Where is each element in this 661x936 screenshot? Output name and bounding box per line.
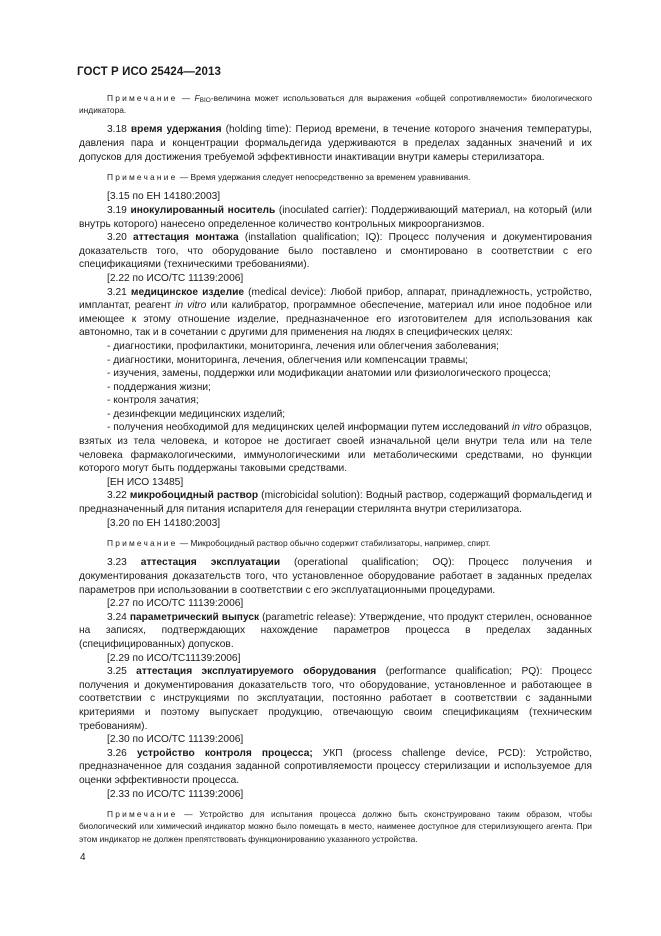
note-label: Примечание xyxy=(107,538,178,549)
definition-3-24: 3.24 параметрический выпуск (parametric release): Утверждение, что продукт стерилен, основанное на записях, подтверждающих нахождение параметров процесса в пределах заданных (специфицированных) допусков. xyxy=(79,611,592,650)
term-installation-qualification: аттестация монтажа xyxy=(133,232,239,244)
reference-2-22: [2.22 по ИСО/ТС 11139:2006] xyxy=(107,272,244,284)
reference-13485: [ЕН ИСО 13485] xyxy=(107,476,184,488)
note-fbio: Примечание — $F_{BIO}$-величина может использоваться для выражения «общей сопротивляемости» биологического индикатора. xyxy=(79,93,593,116)
reference-3-20: [3.20 по ЕН 14180:2003] xyxy=(107,517,221,529)
page-number: 4 xyxy=(80,852,86,863)
term-parametric-release: параметрический выпуск xyxy=(129,611,260,623)
list-item: - диагностики, мониторинга, лечения, облегчения или компенсации травмы; xyxy=(107,354,469,366)
definition-3-18: 3.18 время удержания (holding time): Период времени, в течение которого значения температуры, давления пара и концентрации формальдегида удерживаются в пределах заданных значений и их допусков для достижения требуемой эффективности инактивации внутри камеры стерилизатора. xyxy=(79,124,592,163)
reference-2-29: [2.29 по ИСО/ТС11139:2006] xyxy=(107,652,241,664)
note-microbicidal: Примечание — Микробоцидный раствор обычно содержит стабилизаторы, например, спирт. xyxy=(107,538,491,549)
reference-2-27: [2.27 по ИСО/ТС 11139:2006] xyxy=(107,598,244,610)
reference-3-15: [3.15 по ЕН 14180:2003] xyxy=(107,191,221,203)
list-item: - диагностики, профилактики, мониторинга, лечения или облегчения заболевания; xyxy=(107,340,499,352)
note-holding-time: Примечание — Время удержания следует непосредственно за временем уравнивания. xyxy=(107,172,471,183)
definition-3-22: 3.22 микробоцидный раствор (microbicidal solution): Водный раствор, содержащий формальдегид и предназначенный для питания испарителя для генерации стерилянта внутри стерилизатора. xyxy=(79,490,592,516)
term-operational-qualification: аттестация эксплуатации xyxy=(140,557,281,569)
term-process-challenge-device: устройство контроля процесса; xyxy=(136,747,313,759)
list-item: - контроля зачатия; xyxy=(107,395,199,407)
document-body xyxy=(79,92,592,845)
note-label: Примечание xyxy=(107,809,178,820)
list-item: - поддержания жизни; xyxy=(107,381,211,393)
list-item: - изучения, замены, поддержки или модификации анатомии или физиологического процесса; xyxy=(107,368,551,380)
document-header: ГОСТ Р ИСО 25424—2013 xyxy=(77,66,222,78)
list-item: - дезинфекции медицинских изделий; xyxy=(107,408,286,420)
definition-3-21: 3.21 медицинское изделие (medical device): Любой прибор, аппарат, принадлежность, устройство, имплантат, реагент in vitro или калибратор, программное обеспечение, материал или иное подобное или имеющее к этому отношение изделие, предназначенное его изготовителем для использования как автономно, так и в сочетании с другими для применения на людях в специфических целях: xyxy=(79,286,592,339)
definition-3-19: 3.19 инокулированный носитель (inoculated carrier): Поддерживающий материал, на который (или внутрь которого) нанесено определенное количество контрольных микроорганизмов. xyxy=(79,204,592,230)
definition-3-20: 3.20 аттестация монтажа (installation qualification; IQ): Процесс получения и документирования доказательств того, что оборудование было поставлено и смонтировано в соответствии с его спецификациями (техническими требованиями). xyxy=(79,232,592,271)
term-microbicidal-solution: микробоцидный раствор xyxy=(129,490,259,502)
definition-3-25: 3.25 аттестация эксплуатируемого оборудования (performance qualification; PQ): Процесс получения и документирования доказательств того, что оборудование, установленное и работающее в соответствии с инструкциями по эксплуатации, постоянно работает в соответствии с заданными критериями и поэтому выпускает продукцию, отвечающую своим спецификациям (техническим требованиям). xyxy=(79,666,592,732)
definition-3-23: 3.23 аттестация эксплуатации (operational qualification; OQ): Процесс получения и документирования доказательств того, что установленное оборудование работает в заданных пределах параметров при использовании в соответствии с его эксплуатационными процедурами. xyxy=(79,557,592,596)
reference-2-30: [2.30 по ИСО/ТС 11139:2006] xyxy=(107,734,244,746)
note-label: Примечание xyxy=(107,172,178,183)
term-performance-qualification: аттестация эксплуатируемого оборудования xyxy=(136,666,377,678)
list-item-last: - получения необходимой для медицинских целей информации путем исследований in vitro образцов, взятых из тела человека, и которое не достигает своей изначальной цели внутри тела или на теле человека фармакологическими, иммунологическими или метаболическими средствами, но функции которого могут быть поддержаны таковыми средствами. xyxy=(79,422,592,475)
note-pcd: Примечание — Устройство для испытания процесса должно быть сконструировано таким образом, чтобы биологический или химический индикатор можно было помещать в место, наименее доступное для стерилизующего агента. При этом индикатор не должен препятствовать функционированию указанного устройства. xyxy=(79,809,593,844)
term-inoculated-carrier: инокулированный носитель xyxy=(130,204,276,216)
term-holding-time: время удержания xyxy=(130,124,222,136)
reference-2-33: [2.33 по ИСО/ТС 11139:2006] xyxy=(107,788,244,800)
note-label: Примечание xyxy=(107,93,178,103)
definition-3-26: 3.26 устройство контроля процесса; УКП (process challenge device, PCD): Устройство, предназначенное для создания заданной сопротивляемости процессу стерилизации и используемое для оценки эффективности процесса. xyxy=(79,747,592,786)
term-medical-device: медицинское изделие xyxy=(130,286,245,298)
